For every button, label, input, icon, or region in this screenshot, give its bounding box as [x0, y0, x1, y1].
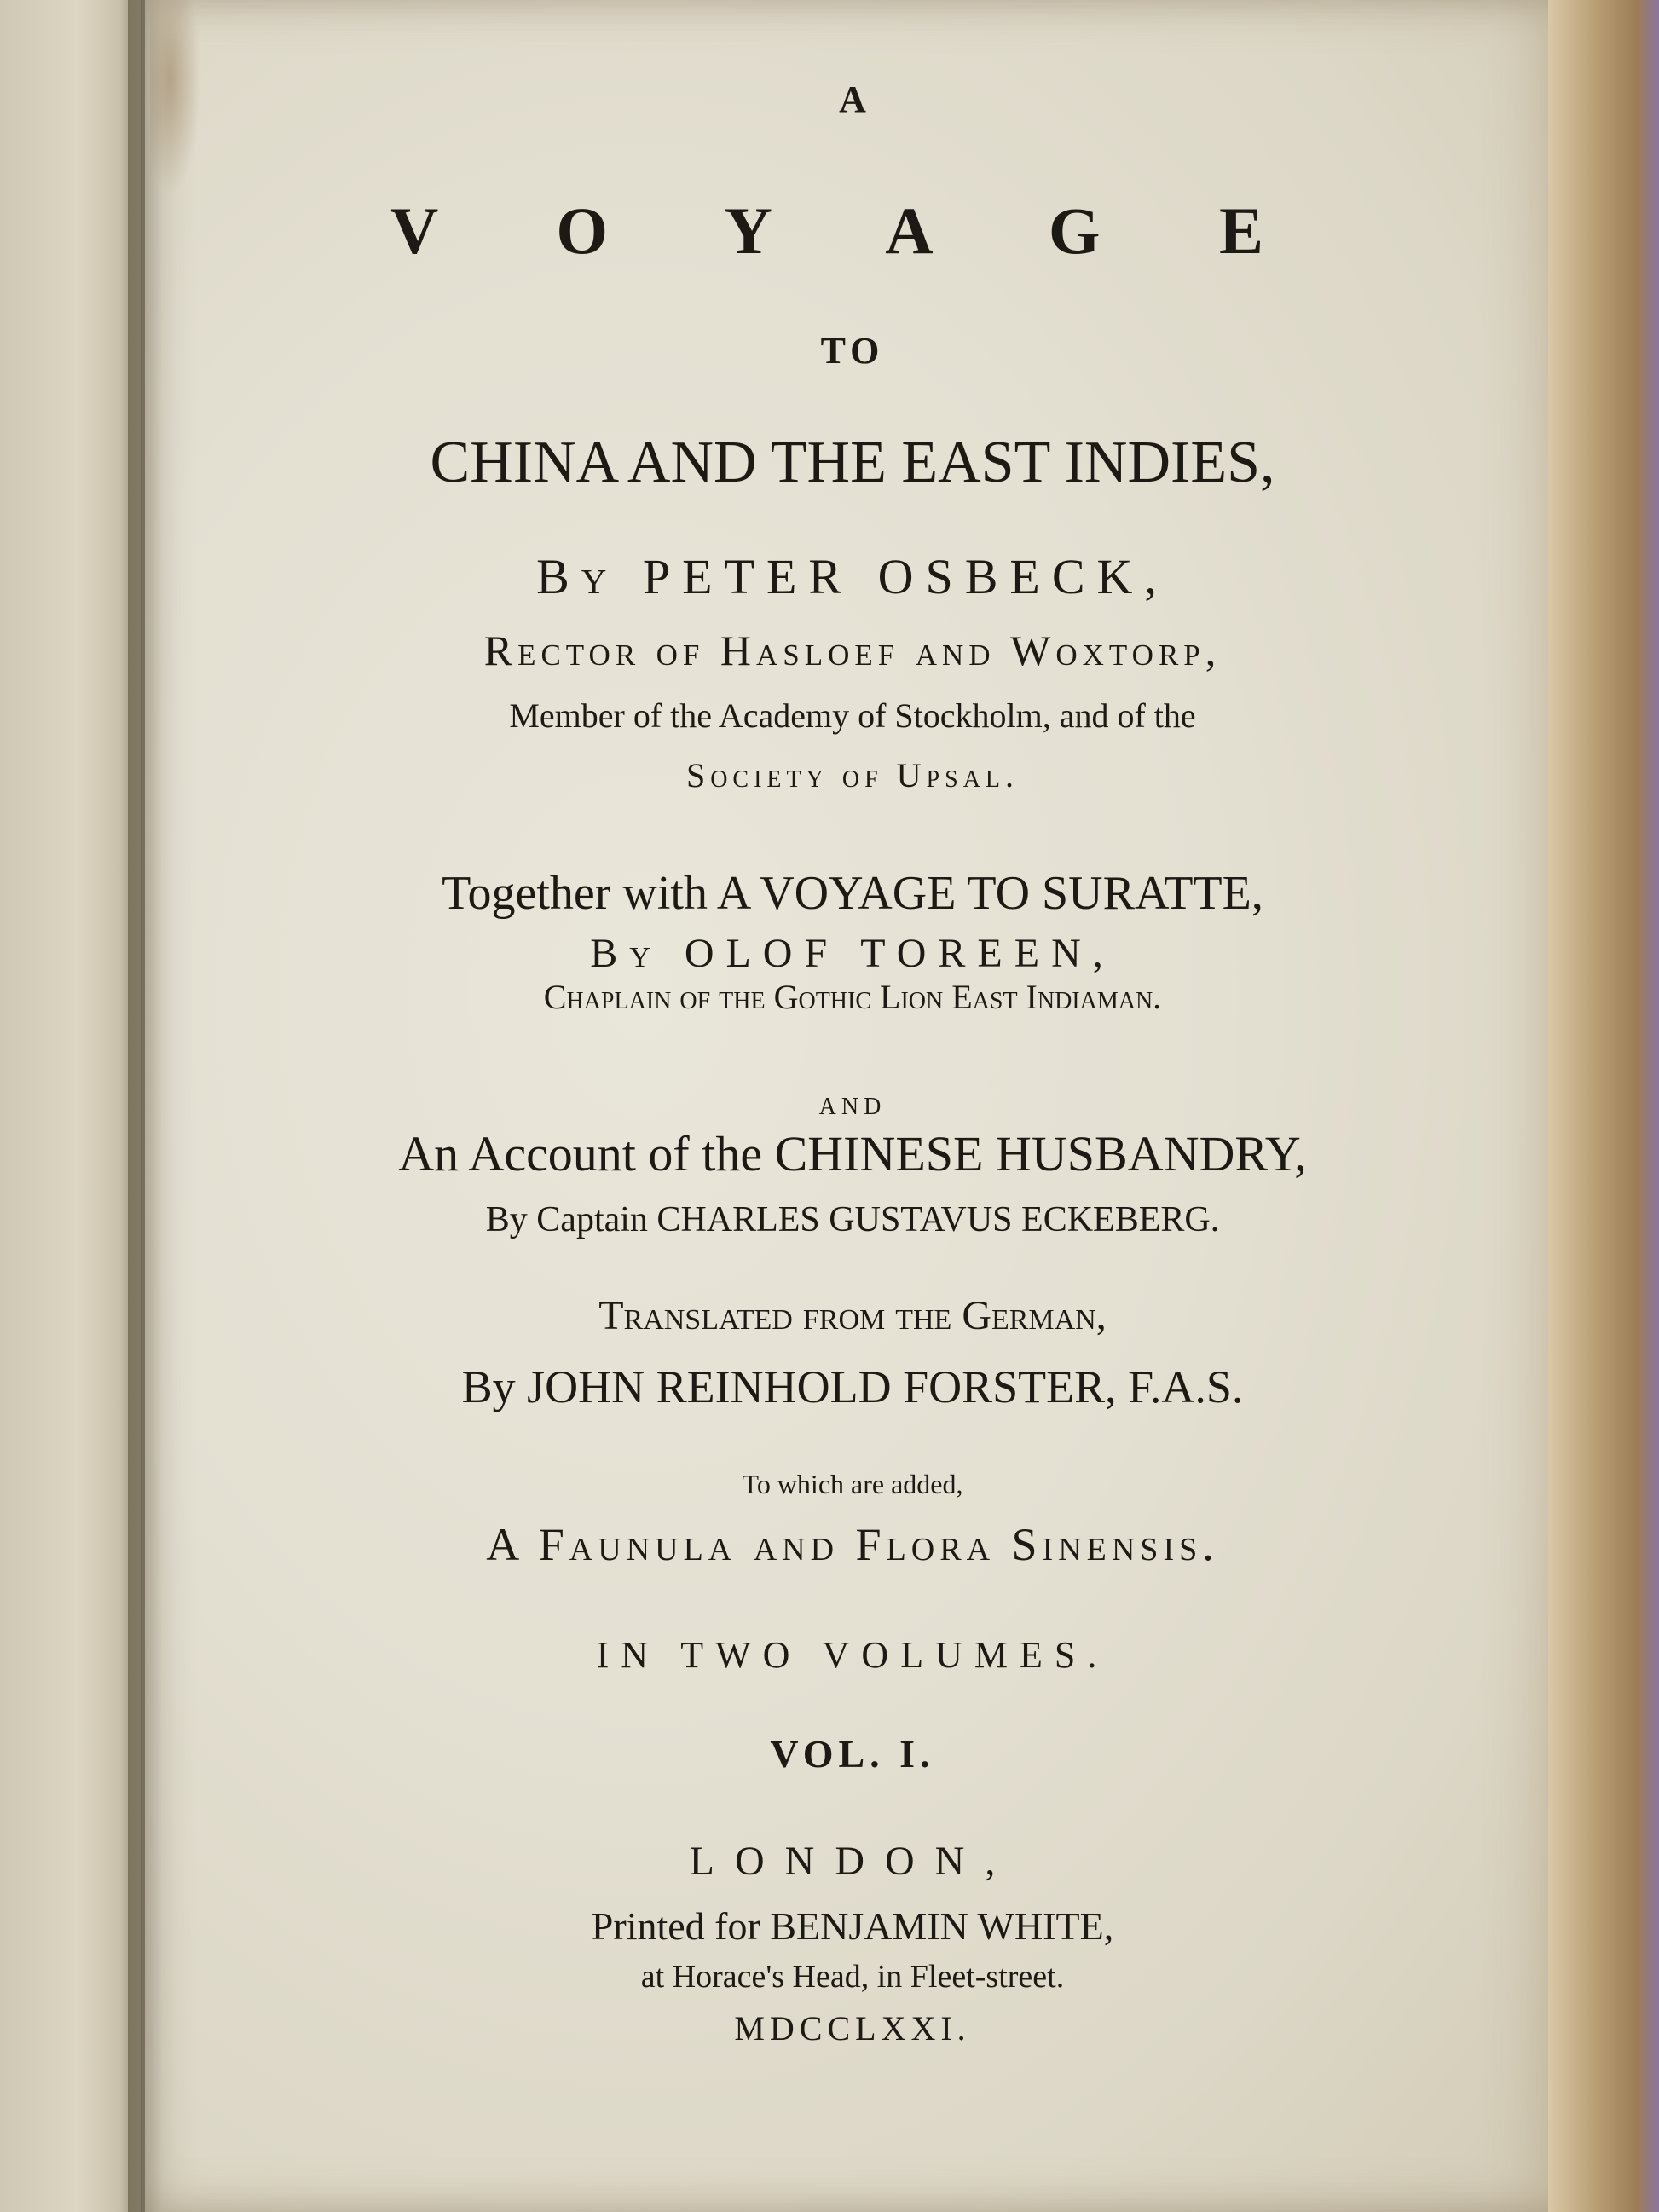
- second-author: By OLOF TOREEN,: [590, 931, 1115, 976]
- account-line: An Account of the CHINESE HUSBANDRY,: [398, 1126, 1307, 1181]
- author-society: Society of Upsal.: [685, 756, 1020, 794]
- together-line: Together with A VOYAGE TO SURATTE,: [442, 867, 1263, 920]
- second-author-role: Chaplain of the Gothic Lion East Indiaman.: [543, 978, 1162, 1016]
- author-line: By PETER OSBECK,: [536, 549, 1169, 604]
- title-to: TO: [820, 330, 885, 372]
- translator-line: By JOHN REINHOLD FORSTER, F.A.S.: [461, 1361, 1244, 1412]
- and-line: AND: [818, 1094, 887, 1120]
- city-line: LONDON,: [689, 1839, 1016, 1884]
- title-main: V O Y A G E: [390, 193, 1315, 268]
- title-article: A: [839, 78, 866, 120]
- vol-line: VOL. I.: [770, 1732, 935, 1776]
- address-line: at Horace's Head, in Fleet-street.: [640, 1959, 1065, 1995]
- translated-line: Translated from the German,: [598, 1293, 1107, 1338]
- third-author: By Captain CHARLES GUSTAVUS ECKEBERG.: [485, 1200, 1220, 1239]
- printer-line: Printed for BENJAMIN WHITE,: [591, 1904, 1114, 1948]
- page-edges: [1548, 0, 1659, 2212]
- title-destination: CHINA AND THE EAST INDIES,: [430, 430, 1275, 495]
- author-role: Rector of Hasloef and Woxtorp,: [483, 627, 1222, 674]
- faunula-line: A Faunula and Flora Sinensis.: [486, 1519, 1219, 1570]
- year-line: MDCCLXXI.: [734, 2009, 971, 2047]
- volumes-line: IN TWO VOLUMES.: [596, 1634, 1109, 1676]
- gutter-shadow: [128, 0, 162, 2212]
- added-line: To which are added,: [742, 1469, 963, 1499]
- author-member: Member of the Academy of Stockholm, and of the: [509, 696, 1196, 735]
- title-page: [145, 0, 1560, 2212]
- left-page: [0, 0, 141, 2212]
- title-block: [145, 0, 1560, 2212]
